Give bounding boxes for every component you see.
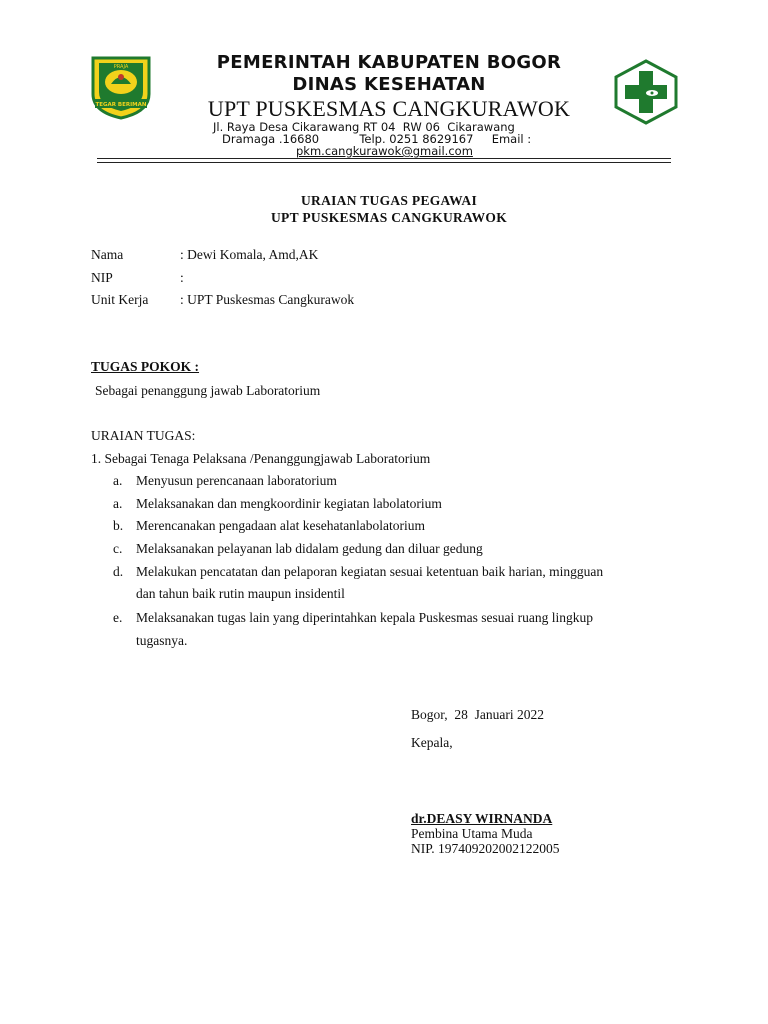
signature-rank: Pembina Utama Muda [411, 826, 533, 841]
field-label-nip: NIP [91, 270, 113, 285]
sub-item-text: Melakukan pencatatan dan pelaporan kegiatan sesuai ketentuan baik harian, mingguan [136, 564, 604, 579]
sub-item-text: Melaksanakan pelayanan lab didalam gedung dan diluar gedung [136, 541, 483, 556]
sub-item-marker: a. [113, 496, 123, 511]
address-line-1: Jl. Raya Desa Cikarawang RT 04 RW 06 Cikarawang [213, 120, 515, 134]
sub-item-text: Melaksanakan dan mengkoordinir kegiatan labolatorium [136, 496, 442, 511]
field-value-unit: : UPT Puskesmas Cangkurawok [180, 292, 355, 307]
sub-item-marker: d. [113, 564, 124, 579]
uraian-tugas-heading: URAIAN TUGAS: [91, 428, 196, 443]
document-subtitle: UPT PUSKESMAS CANGKURAWOK [270, 210, 508, 225]
signature-position: Kepala, [411, 735, 453, 750]
sub-item-marker: b. [113, 518, 124, 533]
sub-item-text: Merencanakan pengadaan alat kesehatanlabolatorium [136, 518, 425, 533]
field-label-nama: Nama [91, 247, 124, 262]
bogor-regency-logo [89, 54, 153, 120]
tugas-pokok-text: Sebagai penanggung jawab Laboratorium [95, 383, 321, 398]
logo-motto: TEGAR BERIMAN [95, 102, 147, 108]
sub-item-text-cont: dan tahun baik rutin maupun insidentil [136, 586, 345, 601]
sub-item-text: Melaksanakan tugas lain yang diperintahkan kepala Puskesmas sesuai ruang lingkup [136, 610, 594, 625]
signature-nip: NIP. 197409202002122005 [411, 841, 560, 856]
address-line-2: Dramaga .16680 Telp. 0251 8629167 Email : [222, 132, 532, 146]
header-department: DINAS KESEHATAN [292, 74, 486, 95]
sub-item-marker: c. [113, 541, 123, 556]
header-government: PEMERINTAH KABUPATEN BOGOR [216, 52, 562, 73]
sub-item-marker: e. [113, 610, 123, 625]
email-link[interactable]: pkm.cangkurawok@gmail.com [296, 144, 473, 158]
tugas-pokok-heading: TUGAS POKOK : [91, 359, 200, 374]
document-title: URAIAN TUGAS PEGAWAI [300, 193, 478, 208]
header-rule-top [97, 158, 671, 159]
logo-top-text: PRAJA [113, 64, 129, 70]
field-label-unit: Unit Kerja [91, 292, 149, 307]
sub-item-text-cont: tugasnya. [136, 633, 188, 648]
puskesmas-cross-icon [612, 59, 680, 125]
header-rule-bottom [97, 162, 671, 163]
header-organization: UPT PUSKESMAS CANGKURAWOK [207, 96, 571, 121]
field-value-nip: : [180, 270, 184, 285]
signature-place-date: Bogor, 28 Januari 2022 [411, 707, 544, 722]
uraian-item-1: 1. Sebagai Tenaga Pelaksana /Penanggungjawab Laboratorium [91, 451, 431, 466]
sub-item-text: Menyusun perencanaan laboratorium [136, 473, 337, 488]
signature-name: dr.DEASY WIRNANDA [411, 811, 553, 826]
field-value-nama: : Dewi Komala, Amd,AK [180, 247, 319, 262]
sub-item-marker: a. [113, 473, 123, 488]
